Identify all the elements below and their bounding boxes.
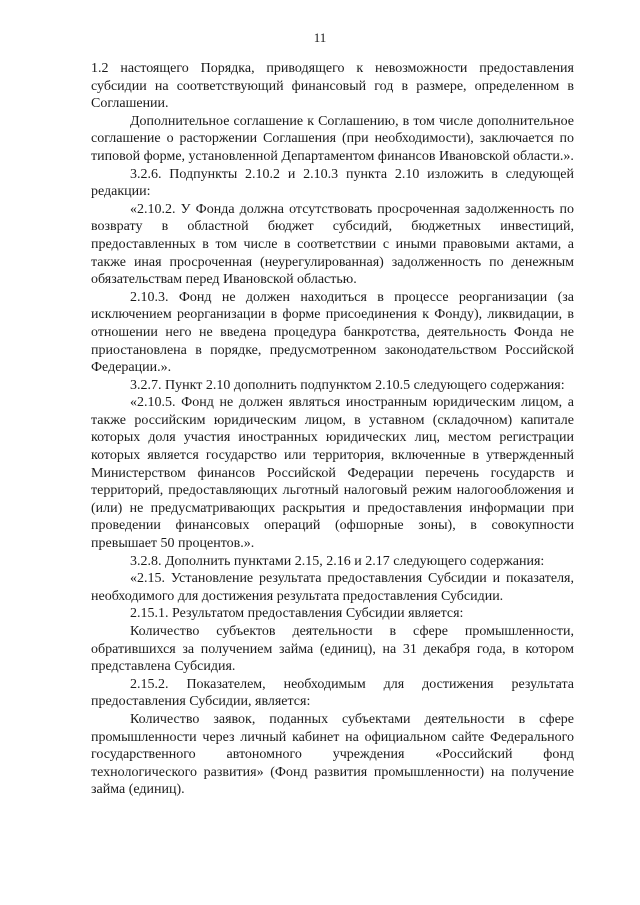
paragraph: «2.10.5. Фонд не должен являться иностранным юридическим лицом, а также российским юридическим лицом, в уставном (складочном) капитале которых доля участия иностранных юридических лиц, местом регистрации которых является государство или территория, включенные в утвержденный Министерством финансов Российской Федерации перечень государств и территорий, предоставляющих льготный налоговый режим налогообложения и (или) не предусматривающих раскрытия и предоставления информации при проведении финансовых операций (офшорные зоны), в совокупности превышает 50 процентов.». xyxy=(91,395,574,552)
document-body xyxy=(91,60,574,799)
paragraph: 3.2.8. Дополнить пунктами 2.15, 2.16 и 2.17 следующего содержания: xyxy=(130,553,545,569)
page-number: 11 xyxy=(313,30,327,45)
paragraph: 1.2 настоящего Порядка, приводящего к невозможности предоставления субсидии на соответствующий финансовый год в размере, определенном в Соглашении. xyxy=(91,61,574,112)
paragraph: «2.10.2. У Фонда должна отсутствовать просроченная задолженность по возврату в областной бюджет субсидий, бюджетных инвестиций, предоставленных в том числе в соответствии с иными правовыми актами, а также иная просроченная (неурегулированная) задолженность по денежным обязательствам перед Ивановской областью. xyxy=(91,201,574,288)
paragraph: 2.15.2. Показателем, необходимым для достижения результата предоставления Субсидии, является: xyxy=(91,676,574,710)
paragraph: «2.15. Установление результата предоставления Субсидии и показателя, необходимого для достижения результата предоставления Субсидии. xyxy=(91,571,574,604)
paragraph: Количество субъектов деятельности в сфере промышленности, обратившихся за получением займа (единиц), на 31 декабря года, в котором представлена Субсидия. xyxy=(91,624,574,675)
paragraph: 2.10.3. Фонд не должен находиться в процессе реорганизации (за исключением реорганизации в форме присоединения к Фонду), ликвидации, в отношении него не введена процедура банкротства, деятельность Фонда не приостановлена в порядке, предусмотренном законодательством Российской Федерации.». xyxy=(91,289,574,376)
paragraph: 3.2.7. Пункт 2.10 дополнить подпунктом 2.10.5 следующего содержания: xyxy=(130,377,565,393)
paragraph: Количество заявок, поданных субъектами деятельности в сфере промышленности через личный кабинет на официальном сайте Федерального государственного автономного учреждения «Российский фонд технологического развития» (Фонд развития промышленности) на получение займа (единиц). xyxy=(91,711,574,798)
paragraph: 3.2.6. Подпункты 2.10.2 и 2.10.3 пункта 2.10 изложить в следующей редакции: xyxy=(91,166,574,200)
paragraph: 2.15.1. Результатом предоставления Субсидии является: xyxy=(130,606,464,622)
paragraph: Дополнительное соглашение к Соглашению, в том числе дополнительное соглашение о расторжении Соглашения (при необходимости), заключается по типовой форме, установленной Департаментом финансов Ивановской области.». xyxy=(91,113,574,164)
